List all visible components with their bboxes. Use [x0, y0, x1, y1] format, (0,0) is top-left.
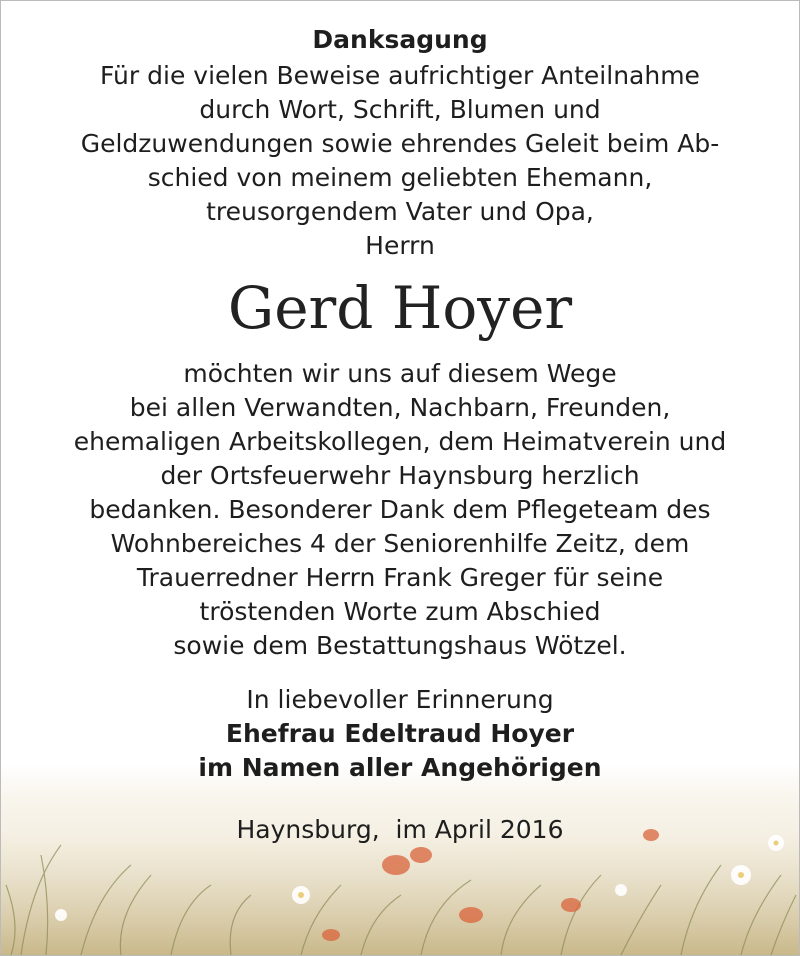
thanks-line: Wohnbereiches 4 der Seniorenhilfe Zeitz, dem: [110, 529, 690, 558]
thanks-line: möchten wir uns auf diesem Wege: [183, 359, 617, 388]
memory-line: In liebevoller Erinnerung: [246, 685, 554, 714]
intro-line: Herrn: [365, 231, 435, 260]
thanks-line: Trauerredner Herrn Frank Greger für seine: [136, 563, 664, 592]
heading: Danksagung: [312, 25, 488, 54]
closing-block: [1, 683, 799, 785]
thanks-line: tröstenden Worte zum Abschied: [199, 597, 601, 626]
thanks-paragraph: [1, 357, 799, 663]
place-date: Haynsburg, im April 2016: [236, 815, 564, 844]
thanks-line: sowie dem Bestattungshaus Wötzel.: [173, 631, 627, 660]
thanks-line: bei allen Verwandten, Nachbarn, Freunden,: [129, 393, 671, 422]
family-line: im Namen aller Angehörigen: [198, 753, 602, 782]
obituary-content: [1, 1, 799, 847]
thanks-line: der Ortsfeuerwehr Haynsburg herzlich: [160, 461, 640, 490]
intro-line: treusorgendem Vater und Opa,: [206, 197, 594, 226]
intro-line: schied von meinem geliebten Ehemann,: [147, 163, 653, 192]
thanks-line: ehemaligen Arbeitskollegen, dem Heimatverein und: [73, 427, 727, 456]
intro-line: Für die vielen Beweise aufrichtiger Anteilnahme: [100, 61, 700, 90]
intro-line: Geldzuwendungen sowie ehrendes Geleit beim Ab-: [80, 129, 720, 158]
deceased-name: Gerd Hoyer: [227, 274, 573, 342]
signer-line: Ehefrau Edeltraud Hoyer: [225, 719, 575, 748]
intro-paragraph: [1, 59, 799, 263]
intro-line: durch Wort, Schrift, Blumen und: [199, 95, 601, 124]
thanks-line: bedanken. Besonderer Dank dem Pflegeteam des: [89, 495, 711, 524]
